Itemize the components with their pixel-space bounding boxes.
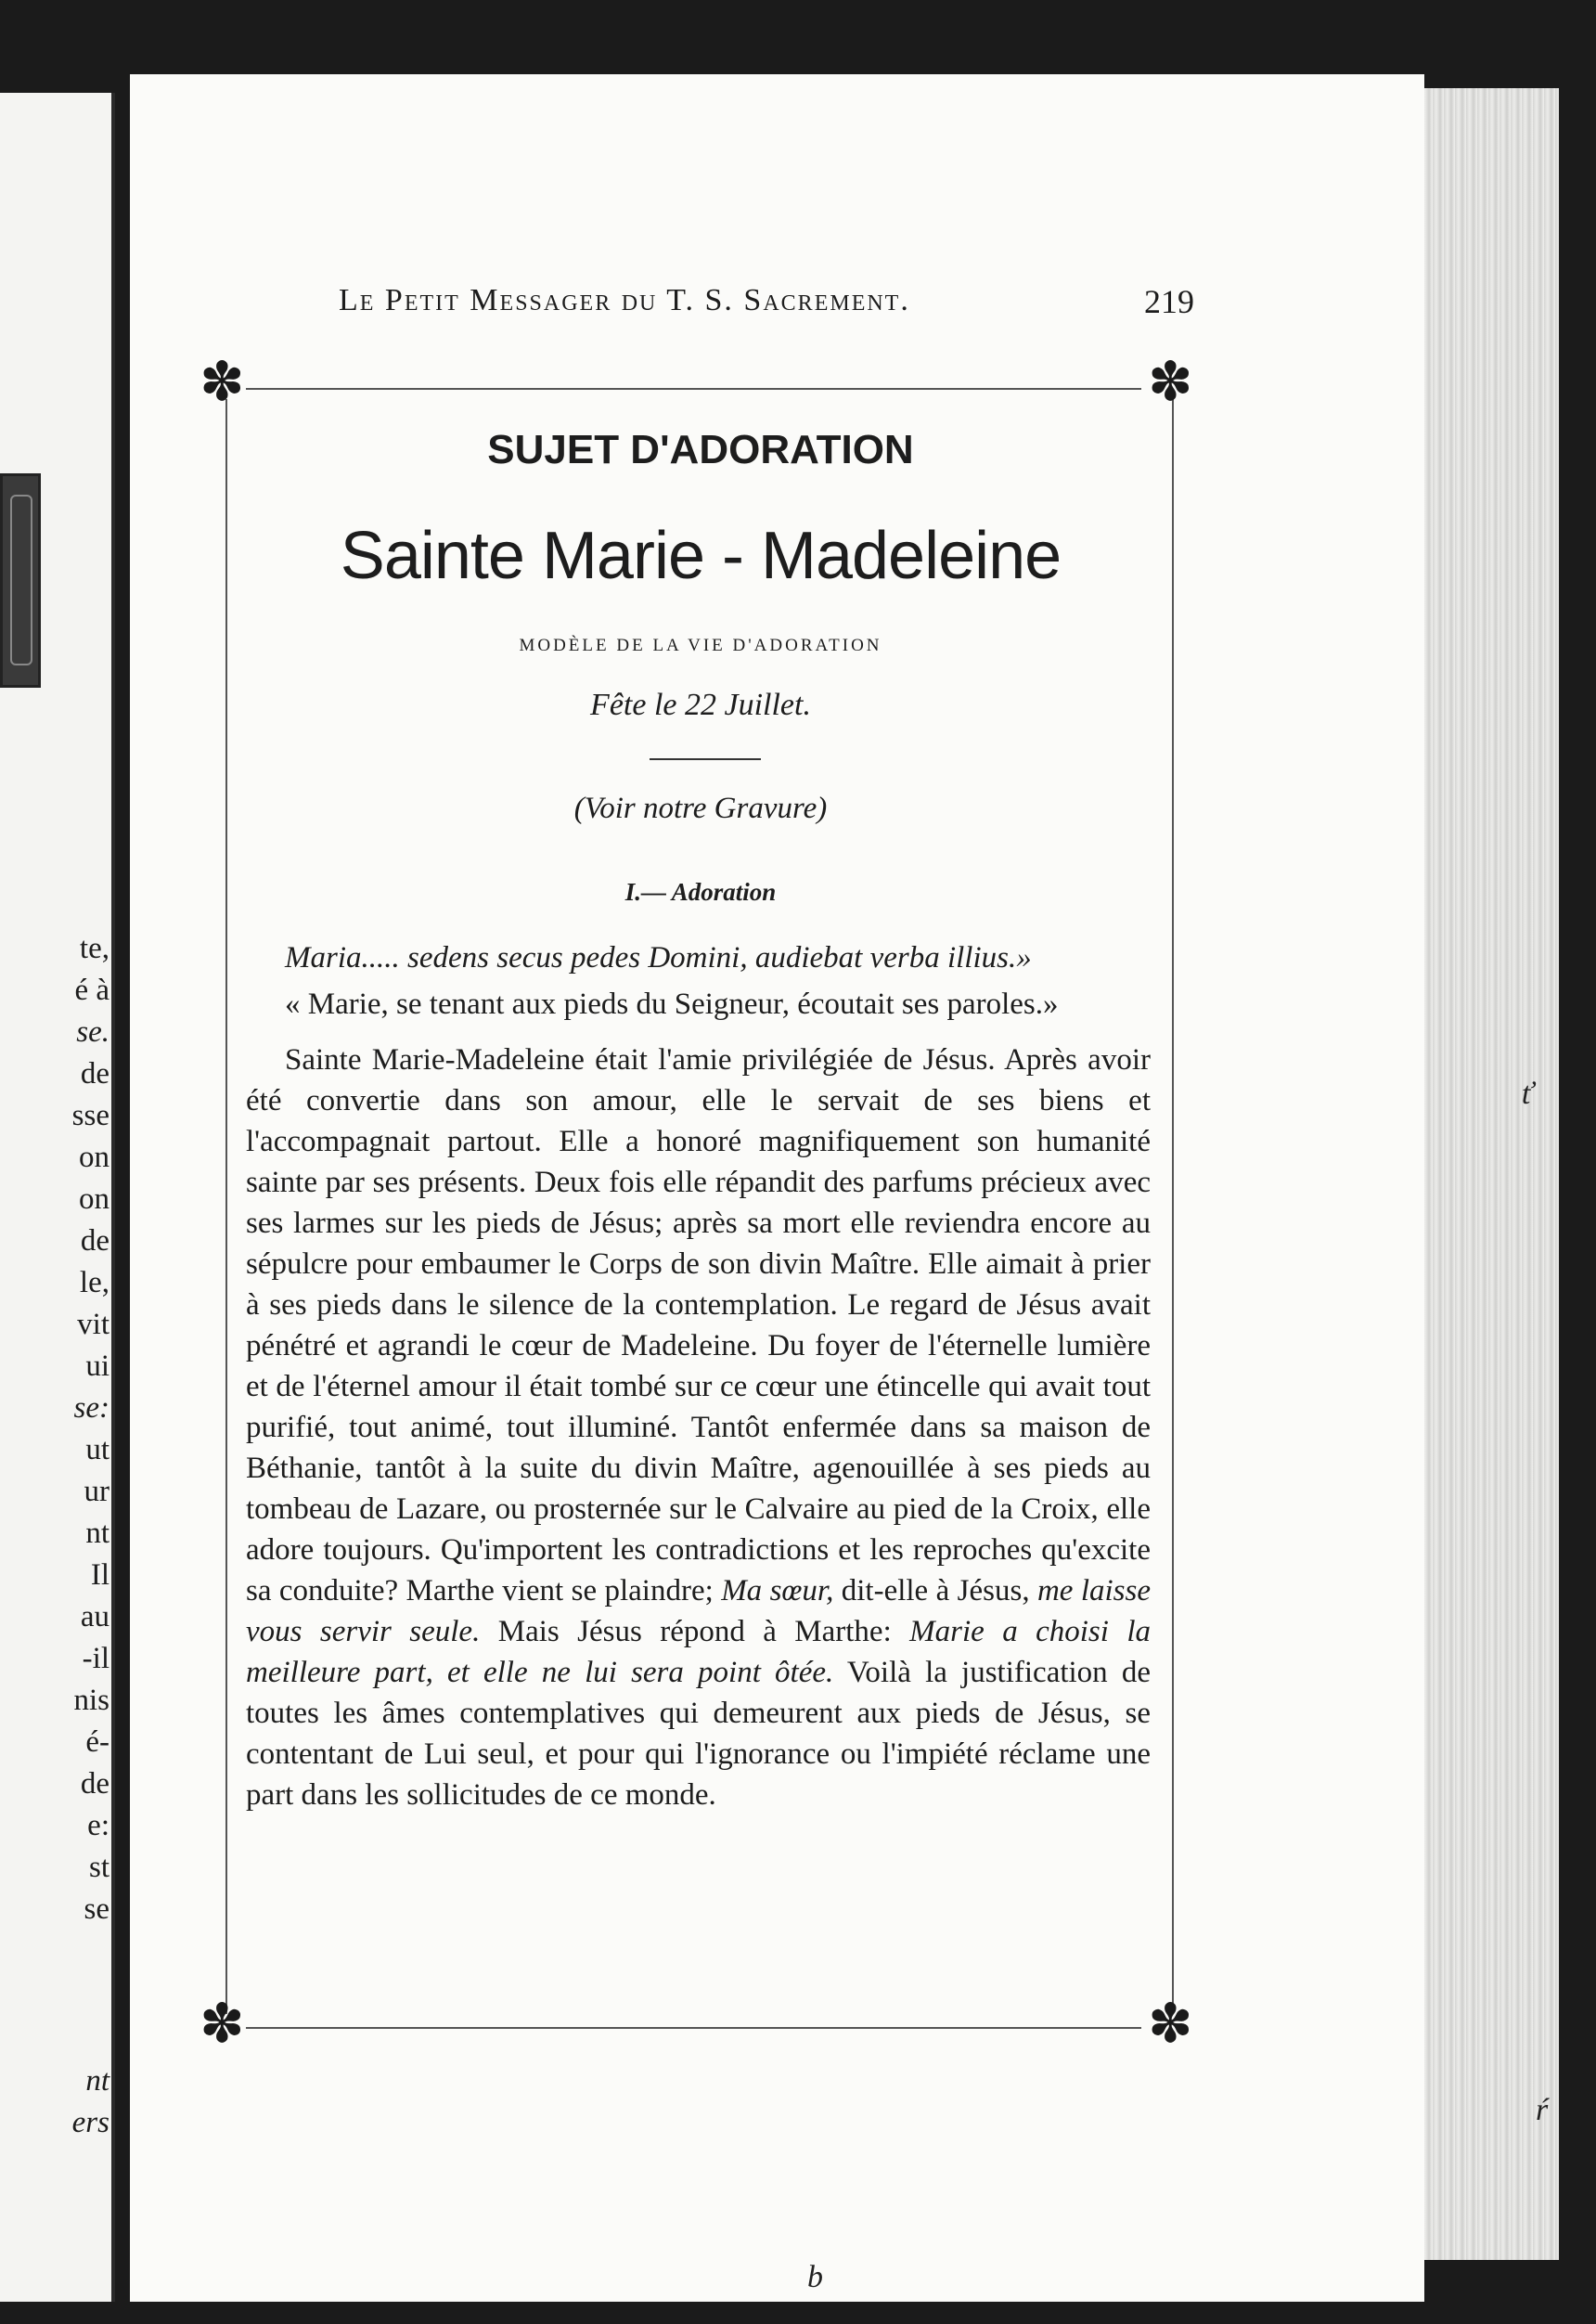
ornament-star-icon: ✽ <box>1148 352 1193 412</box>
left-line: on <box>79 1182 109 1216</box>
left-line: Il <box>90 1558 109 1592</box>
left-line: de <box>80 1224 109 1258</box>
main-paragraph <box>246 1039 1151 1815</box>
article-subtitle: MODÈLE DE LA VIE D'ADORATION <box>519 636 882 655</box>
left-line: au <box>80 1600 109 1633</box>
left-line: se. <box>76 1015 109 1049</box>
left-line: de <box>80 1057 109 1091</box>
left-line: ers <box>71 2106 109 2139</box>
left-line: -il <box>82 1642 109 1675</box>
illustration-note: (Voir notre Gravure) <box>573 792 828 825</box>
section-heading: I.— Adoration <box>624 878 777 906</box>
quote-translation: « Marie, se tenant aux pieds du Seigneur, écoutait ses paroles.» <box>285 988 1059 1021</box>
left-line: on <box>79 1141 109 1174</box>
paragraph-text: dit-elle à Jésus, <box>833 1574 1037 1607</box>
left-line: le, <box>79 1266 109 1299</box>
frame-rule-top <box>246 388 1141 390</box>
article-title: Sainte Marie - Madeleine <box>340 519 1062 593</box>
left-line: de <box>80 1767 109 1801</box>
left-page-text-bottom <box>0 2060 109 2144</box>
left-line: nt <box>85 1517 109 1550</box>
paragraph-text: Mais Jésus répond à Marthe: <box>480 1615 910 1648</box>
left-facing-page <box>0 93 115 2302</box>
page-edges <box>1410 88 1559 2260</box>
page-number: 219 <box>1144 283 1194 320</box>
left-line: ur <box>84 1475 109 1508</box>
left-line: se <box>84 1892 109 1926</box>
frame-rule-bottom <box>246 2027 1141 2029</box>
left-line: sse <box>71 1099 109 1132</box>
divider <box>650 758 761 760</box>
left-line: e: <box>87 1809 109 1842</box>
margin-mark: b <box>807 2260 823 2294</box>
left-line: vit <box>77 1308 109 1341</box>
paragraph-text: Voilà la justification de toutes les âmes contemplatives qui demeurent aux pieds de Jésus, se contentant de Lui seul, et pour qui l'ignorance ou l'impiété réclame une part dans les sollicitudes de ce monde. <box>246 1656 1151 1812</box>
margin-mark: ť <box>1522 1077 1534 1111</box>
article-body <box>246 937 1151 1815</box>
paragraph-text: Sainte Marie-Madeleine était l'amie privilégiée de Jésus. Après avoir été convertie dans son amour, elle le servait de ses biens et l'accompagnait partout. Elle a honoré magnifiquement son humanité sainte par ses présents. Deux fois elle répandit des parfums précieux avec ses larmes sur les pieds de Jésus; après sa mort elle reviendra encore au sépulcre pour embaumer le Corps de son divin Maître. Elle aimait à prier à ses pieds dans le silence de la contemplation. Le regard de Jésus avait pénétré et agrandi le cœur de Madeleine. Du foyer de l'éternelle lumière et de l'éternel amour il était tombé sur ce cœur une étincelle qui avait tout purifié, tout animé, tout illuminé. Tantôt enfermée dans sa maison de Béthanie, tantôt à la suite du divin Maître, agenouillée à ses pieds au tombeau de Lazare, ou prosternée sur le Calvaire au pied de la Croix, elle adore toujours. Qu'importent les contradictions et les reproches qu'excite sa conduite? Marthe vient se plaindre; <box>246 1043 1151 1607</box>
paragraph-italic: Ma sœur, <box>721 1574 834 1607</box>
article-kicker: SUJET D'ADORATION <box>487 427 914 472</box>
left-line: se: <box>73 1391 109 1425</box>
ornament-star-icon: ✽ <box>200 1994 245 2054</box>
left-line: st <box>88 1851 109 1884</box>
paragraph-italic: me laisse vous servir seule. <box>246 1574 1152 1648</box>
margin-mark: ŕ <box>1536 2093 1549 2127</box>
ornament-star-icon: ✽ <box>1148 1994 1193 2054</box>
left-line: nis <box>73 1684 109 1717</box>
left-line: é à <box>74 974 109 1007</box>
paragraph-italic: Marie a choisi la meilleure part, et elle ne lui sera point ôtée. <box>246 1615 1151 1689</box>
left-page-text <box>0 928 109 1930</box>
left-line: ut <box>85 1433 109 1466</box>
left-line: nt <box>85 2064 109 2098</box>
left-line: ui <box>85 1349 109 1383</box>
ornament-star-icon: ✽ <box>200 352 245 412</box>
left-line: é- <box>85 1725 109 1759</box>
feast-date: Fête le 22 Juillet. <box>590 688 811 722</box>
running-title: Le Petit Messager du T. S. Sacrement. <box>339 283 910 317</box>
left-line: te, <box>79 932 109 965</box>
left-page-ornament <box>0 473 41 688</box>
latin-quote: Maria..... sedens secus pedes Domini, audiebat verba illius.» <box>285 941 1032 975</box>
